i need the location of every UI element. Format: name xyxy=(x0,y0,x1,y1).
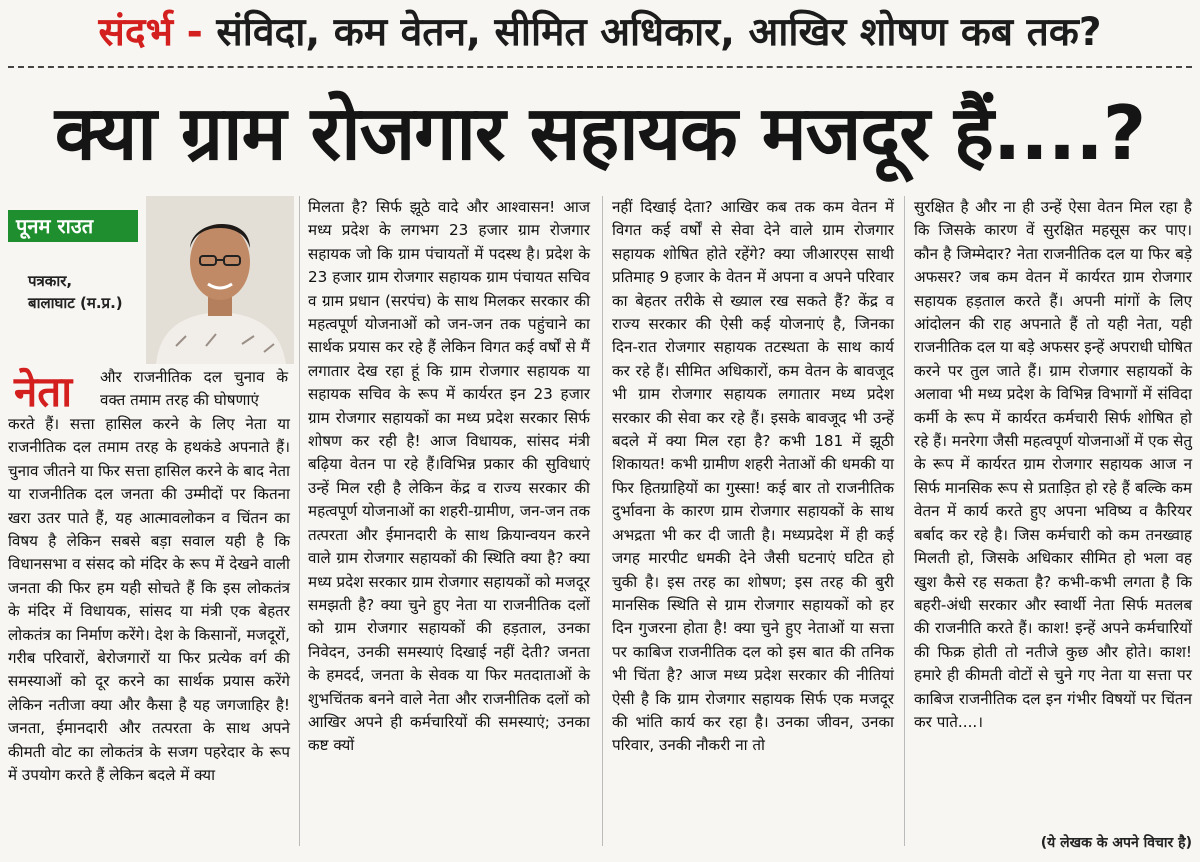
article-text: और राजनीतिक दल चुनाव के वक्त तमाम तरह की घोषणाएं xyxy=(100,368,288,410)
author-photo xyxy=(146,196,294,364)
author-name: पूनम राउत xyxy=(8,210,138,242)
article-text: नहीं दिखाई देता? आखिर कब तक कम वेतन में विगत कई वर्षों से सेवा देने वाले ग्राम रोजगार सहायक शोषित होते रहेंगे? क्या जीआरएस साथी प्रतिमाह 9 हजार के वेतन में अपना व अपने परिवार का बेहतर तरीके से ख्याल रख सकते हैं? केंद्र व राज्य सरकार की ऐसी कई योजनाएं है, जिनका दिन-रात रोजगार सहायक तटस्थता के साथ कार्य कर रहे हैं। सीमित अधिकारों, कम वेतन के बावजूद भी ग्राम रोजगार सहायक लगातार मध्य प्रदेश सरकार की सेवा कर रहे हैं। इसके बावजूद भी उन्हें बदले में क्या मिल रहा है? कभी 181 में झूठी शिकायत! कभी ग्रामीण शहरी नेताओं की धमकी या फिर हितग्राहियों का गुस्सा! कई बार तो राजनीतिक दुर्भावना के कारण ग्राम रोजगार सहायकों के साथ अभद्रता भी कर दी जाती है। मध्यप्रदेश में ही कई जगह मारपीट धमकी देने जैसी घटनाएं घटित हो चुकी है। इस तरह का शोषण; इस तरह की बुरी मानसिक स्थिति से ग्राम रोजगार सहायकों को हर दिन गुजरना होता है! क्या चुने हुए नेताओं या सत्ता पर काबिज राजनीतिक दल को इस बात की तनिक भी चिंता है? आज मध्य प्रदेश सरकार की नीतियां ऐसी है कि ग्राम रोजगार सहायक सिर्फ एक मजदूर की भांति कार्य कर रहा है। उनका जीवन, उनका परिवार, उनकी नौकरी ना तो xyxy=(612,198,894,755)
author-credit xyxy=(28,270,148,314)
kicker-separator: - xyxy=(186,10,203,55)
kicker-line xyxy=(0,4,1200,62)
author-block xyxy=(8,196,298,366)
column-rule xyxy=(904,196,905,846)
article-column-4 xyxy=(914,196,1192,734)
author-location: बालाघाट (म.प्र.) xyxy=(28,294,123,312)
kicker-label: संदर्भ xyxy=(98,10,174,55)
column-rule xyxy=(602,196,603,846)
column-rule xyxy=(299,196,300,846)
article-text: मिलता है? सिर्फ झूठे वादे और आश्वासन! आज मध्य प्रदेश के लगभग 23 हजार ग्राम रोजगार सहायक जो कि ग्राम पंचायतों में पदस्थ है। प्रदेश के 23 हजार ग्राम रोजगार सहायक ग्राम पंचायत सचिव व ग्राम प्रधान (सरपंच) के साथ मिलकर सरकार की महत्वपूर्ण योजनाओं को जन-जन तक पहुंचाने का सार्थक प्रयास कर रहे हैं लेकिन विगत कई वर्षों से मैं लगातार देख रहा हूं कि ग्राम रोजगार सहायक या सहायक सचिव के रूप में कार्यरत इन 23 हजार ग्राम रोजगार सहायकों का मध्य प्रदेश सरकार सिर्फ शोषण कर रही है! आज विधायक, सांसद मंत्री बढ़िया वेतन पा रहे हैं।विभिन्न प्रकार की सुविधाएं उन्हें मिल रही है लेकिन केंद्र व राज्य सरकार की महत्वपूर्ण योजनाओं का शहरी-ग्रामीण, जन-जन तक तत्परता और ईमानदारी के साथ क्रियान्वयन करने वाले ग्राम रोजगार सहायकों की स्थिति क्या है? क्या मध्य प्रदेश सरकार ग्राम रोजगार सहायकों को मजदूर समझती है? क्या चुने हुए नेता या राजनीतिक दलों को ग्राम रोजगार सहायकों की हड़ताल, उनका निवेदन, उनकी समस्याएं दिखाई नहीं देती? जनता के हमदर्द, जनता के सेवक या फिर मतदाताओं के शुभचिंतक बनने वाले नेता और राजनीतिक दलों को आखिर अपने ही कर्मचारियों की समस्याएं; उनका कष्ट क्यों xyxy=(308,198,590,755)
author-disclaimer: (ये लेखक के अपने विचार है) xyxy=(1040,835,1192,851)
article-text: सुरक्षित है और ना ही उन्हें ऐसा वेतन मिल रहा है कि जिसके कारण वें सुरक्षित महसूस कर पाए। कौन है जिम्मेदार? नेता राजनीतिक दल या फिर बड़े अफसर? जब कम वेतन में कार्यरत ग्राम रोजगार सहायक हड़ताल करते हैं। अपनी मांगों के लिए आंदोलन की राह अपनाते हैं तो यही नेता, यही राजनीतिक दल या बड़े अफसर इन्हें अपराधी घोषित करने पर तुल जाते हैं। ग्राम रोजगार सहायकों के अलावा भी मध्य प्रदेश के विभिन्न विभागों में संविदा कर्मी के रूप में कार्यरत कर्मचारी सिर्फ शोषित हो रहे हैं। मनरेगा जैसी महत्वपूर्ण योजनाओं में एक सेतु के रूप में कार्यरत ग्राम रोजगार सहायक आज न सिर्फ मानसिक रूप से प्रताड़ित हो रहे हैं बल्कि कम वेतन में कार्य करते हुए अपना भविष्य व कैरियर बर्बाद कर रहे है। जिस कर्मचारी को कम तनख्वाह मिलती हो, जिसके अधिकार सीमित हो भला वह खुश कैसे रह सकता है? कभी-कभी लगता है कि बहरी-अंधी सरकार और स्वार्थी नेता सिर्फ मतलब की राजनीति करते हैं। काश! इन्हें अपने कर्मचारियों की फिक्र होती तो नतीजे कुछ और होते। काश! हमारे ही कीमती वोटों से चुने गए नेता या सत्ता पर काबिज राजनीतिक दल इन गंभीर विषयों पर चिंतन कर पाते....। xyxy=(914,198,1192,731)
article-column-2 xyxy=(308,196,590,758)
article-text: करते हैं। सत्ता हासिल करने के लिए नेता या राजनीतिक दल तमाम तरह के हथकंडे अपनाते हैं। चुनाव जीतने या फिर सत्ता हासिल करने के बाद नेता या राजनीतिक दल जनता की उम्मीदों पर कितना खरा उतर पाते हैं, यह आत्मावलोकन व चिंतन का विषय है लेकिन सबसे बड़ा सवाल यही है कि विधानसभा व संसद को मंदिर के रूप में देखने वाली जनता की फिर हम यही सोचते हैं कि इस लोकतंत्र के मंदिर में विधायक, सांसद या मंत्री एक बेहतर लोकतंत्र का निर्माण करेंगे। देश के किसानों, मजदूरों, गरीब परिवारों, बेरोजगारों या फिर प्रत्येक वर्ग की समस्याओं को दूर करने का सार्थक प्रयास करेंगे लेकिन नतीजा क्या और कैसा है यह जगजाहिर है! जनता, ईमानदारी और तत्परता के साथ अपने कीमती वोट का लोकतंत्र के सजग पहरेदार के रूप में उपयोग करते हैं लेकिन बदले में क्या xyxy=(8,415,290,785)
headline: क्या ग्राम रोजगार सहायक मजदूर हैं....? xyxy=(54,89,1146,177)
author-role: पत्रकार, xyxy=(28,272,73,290)
article-column-1-intro xyxy=(100,366,288,413)
article-column-1 xyxy=(8,413,290,788)
drop-word: नेता xyxy=(14,367,73,416)
dashed-divider xyxy=(8,66,1192,68)
kicker-text: संविदा, कम वेतन, सीमित अधिकार, आखिर शोषण कब तक? xyxy=(216,10,1102,55)
article-column-3 xyxy=(612,196,894,758)
